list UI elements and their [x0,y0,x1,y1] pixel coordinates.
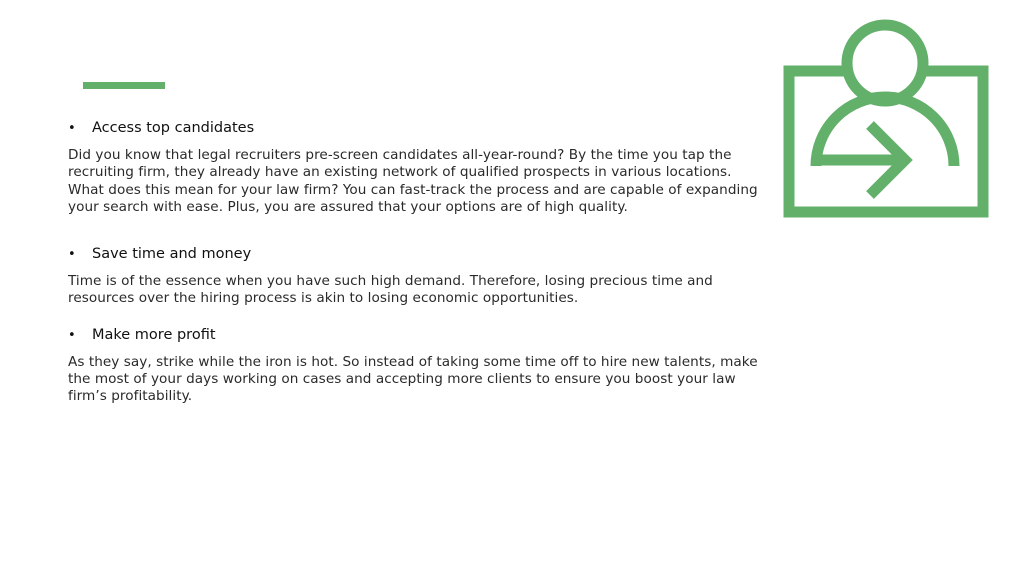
section-make-more-profit [68,325,768,406]
section-body: Time is of the essence when you have such high demand. Therefore, losing precious time and resources over the hiring process is akin to losing economic opportunities. [68,273,713,307]
section-heading: Access top candidates [92,120,255,136]
section-body: As they say, strike while the iron is hot. So instead of taking some time off to hire new talents, make the most of your days working on cases and accepting more clients to ensure you boost your law firm’s profitability. [68,353,758,405]
bullet-item [68,244,768,265]
section-save-time-and-money [68,244,768,308]
section-body: Did you know that legal recruiters pre-screen candidates all-year-round? By the time you tap the recruiting firm, they already have an existing network of qualified prospects in various locations. What does this mean for your law firm? You can fast-track the process and are capable of expanding your search with ease. Plus, you are assured that your options are of high quality. [68,147,758,215]
bullet-dot: • [68,327,76,343]
content-area [68,118,768,406]
section-access-top-candidates [68,118,768,216]
bullet-item [68,325,768,346]
user-transfer-icon [782,14,990,220]
accent-bar [83,82,165,89]
section-heading: Save time and money [92,246,252,263]
bullet-item [68,118,768,139]
bullet-dot: • [68,247,76,263]
section-heading: Make more profit [92,326,216,343]
user-transfer-icon-strokes [789,25,983,212]
bullet-dot: • [68,121,76,136]
